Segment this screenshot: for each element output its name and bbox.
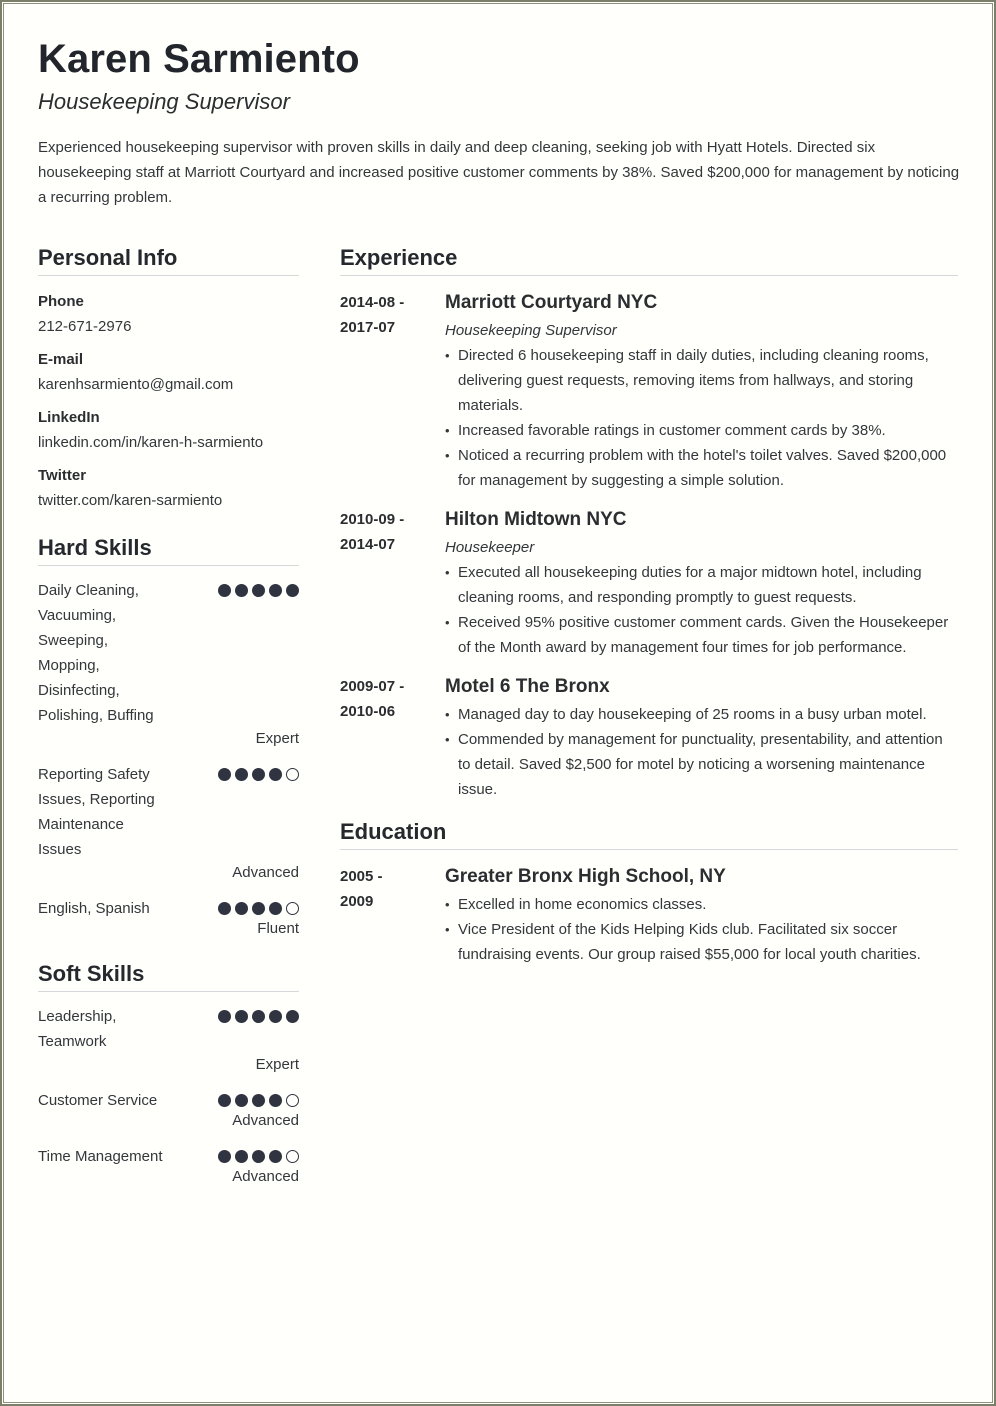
bullet-item: • Managed day to day housekeeping of 25 rooms in a busy urban motel. [445,702,958,727]
filled-dot-icon [252,1150,265,1163]
personal-info-heading: Personal Info [38,244,299,276]
empty-dot-icon [286,1094,299,1107]
skill-name: Time Management [38,1148,163,1165]
experience-list [340,290,958,802]
bullet-list [445,343,958,493]
bullet-item: • Noticed a recurring problem with the hotel's toilet valves. Saved $200,000 for management by suggesting a simple solution. [445,443,958,493]
bullet-list [445,560,958,660]
bullet-item: • Executed all housekeeping duties for a major midtown hotel, including cleaning rooms, and responding promptly to guest requests. [445,560,958,610]
education-list [340,864,958,967]
entry-body [445,674,958,802]
skill-rating [218,1094,299,1107]
skill-item [38,896,299,940]
filled-dot-icon [235,1010,248,1023]
filled-dot-icon [252,1010,265,1023]
right-column [340,244,958,967]
twitter-item [38,463,299,513]
skill-name: Daily Cleaning, Vacuuming, Sweeping, Mopping, Disinfecting, Polishing, Buffing [38,582,154,724]
filled-dot-icon [235,902,248,915]
skill-item [38,762,299,884]
skill-level: Expert [255,730,299,747]
hard-skills-heading: Hard Skills [38,534,299,566]
candidate-name: Karen Sarmiento [38,37,360,81]
twitter-value[interactable]: twitter.com/karen-sarmiento [38,492,223,509]
experience-entry [340,507,958,660]
filled-dot-icon [269,768,282,781]
skill-name: English, Spanish [38,900,150,917]
empty-dot-icon [286,902,299,915]
skill-name: Leadership, Teamwork [38,1008,117,1050]
hard-skills-list [38,578,299,940]
entry-body [445,864,958,967]
skill-level: Advanced [232,864,299,881]
linkedin-label: LinkedIn [38,409,100,426]
linkedin-item [38,405,299,455]
skill-item [38,1144,299,1188]
bullet-item: • Directed 6 housekeeping staff in daily duties, including cleaning rooms, delivering guest requests, removing items from hallways, and storing materials. [445,343,958,418]
skill-rating [218,1150,299,1163]
personal-info-list [38,289,299,513]
phone-item [38,289,299,339]
bullet-item: • Excelled in home economics classes. [445,892,958,917]
company-name: Motel 6 The Bronx [445,676,610,697]
bullet-item: • Commended by management for punctuality, presentability, and attention to detail. Saved $2,500 for motel by noticing a worsening maintenance issue. [445,727,958,802]
experience-heading: Experience [340,244,958,276]
filled-dot-icon [286,1010,299,1023]
education-heading: Education [340,818,958,850]
phone-label: Phone [38,293,84,310]
filled-dot-icon [286,584,299,597]
filled-dot-icon [252,1094,265,1107]
skill-name: Customer Service [38,1092,158,1109]
entry-dates: 2009-07 - 2010-06 [340,678,405,720]
filled-dot-icon [218,1010,231,1023]
skill-rating [218,1010,299,1023]
skill-item [38,1004,299,1076]
bullet-item: • Received 95% positive customer comment cards. Given the Housekeeper of the Month award by management four times for job performance. [445,610,958,660]
bullet-list [445,892,958,967]
job-role: Housekeeper [445,539,535,556]
company-name: Hilton Midtown NYC [445,509,627,530]
skill-rating [218,768,299,781]
filled-dot-icon [235,584,248,597]
filled-dot-icon [269,902,282,915]
left-column [38,244,299,1188]
skill-level: Expert [255,1056,299,1073]
bullet-item: • Increased favorable ratings in customer comment cards by 38%. [445,418,958,443]
phone-value: 212-671-2976 [38,318,132,335]
linkedin-value[interactable]: linkedin.com/in/karen-h-sarmiento [38,434,264,451]
skill-level: Advanced [232,1168,299,1185]
filled-dot-icon [218,768,231,781]
twitter-label: Twitter [38,467,87,484]
experience-entry [340,290,958,493]
summary: Experienced housekeeping supervisor with proven skills in daily and deep cleaning, seeking job with Hyatt Hotels. Directed six housekeeping staff at Marriott Courtyard and increased positive customer comments by 38%. Saved $200,000 for management by noticing a recurring problem. [38,139,960,206]
skill-item [38,578,299,750]
empty-dot-icon [286,768,299,781]
skill-item [38,1088,299,1132]
soft-skills-heading: Soft Skills [38,960,299,992]
entry-dates: 2005 - 2009 [340,868,383,910]
filled-dot-icon [252,902,265,915]
company-name: Marriott Courtyard NYC [445,292,658,313]
empty-dot-icon [286,1150,299,1163]
filled-dot-icon [269,1150,282,1163]
filled-dot-icon [235,768,248,781]
email-value[interactable]: karenhsarmiento@gmail.com [38,376,234,393]
filled-dot-icon [252,768,265,781]
filled-dot-icon [218,1150,231,1163]
skill-name: Reporting Safety Issues, Reporting Maintenance Issues [38,766,155,858]
filled-dot-icon [235,1094,248,1107]
filled-dot-icon [269,584,282,597]
bullet-list [445,702,958,802]
email-label: E-mail [38,351,84,368]
skill-rating [218,902,299,915]
job-role: Housekeeping Supervisor [445,322,617,339]
filled-dot-icon [269,1010,282,1023]
filled-dot-icon [218,902,231,915]
entry-body [445,507,958,660]
soft-skills-list [38,1004,299,1188]
entry-body [445,290,958,493]
email-item [38,347,299,397]
school-name: Greater Bronx High School, NY [445,866,726,887]
skill-level: Advanced [232,1112,299,1129]
experience-entry [340,674,958,802]
entry-dates: 2010-09 - 2014-07 [340,511,405,553]
filled-dot-icon [252,584,265,597]
entry-dates: 2014-08 - 2017-07 [340,294,405,336]
candidate-title: Housekeeping Supervisor [38,89,290,114]
filled-dot-icon [218,1094,231,1107]
education-entry [340,864,958,967]
filled-dot-icon [269,1094,282,1107]
bullet-item: • Vice President of the Kids Helping Kids club. Facilitated six soccer fundraising events. Our group raised $55,000 for local youth charities. [445,917,958,967]
skill-rating [218,584,299,597]
filled-dot-icon [235,1150,248,1163]
filled-dot-icon [218,584,231,597]
skill-level: Fluent [257,920,299,937]
